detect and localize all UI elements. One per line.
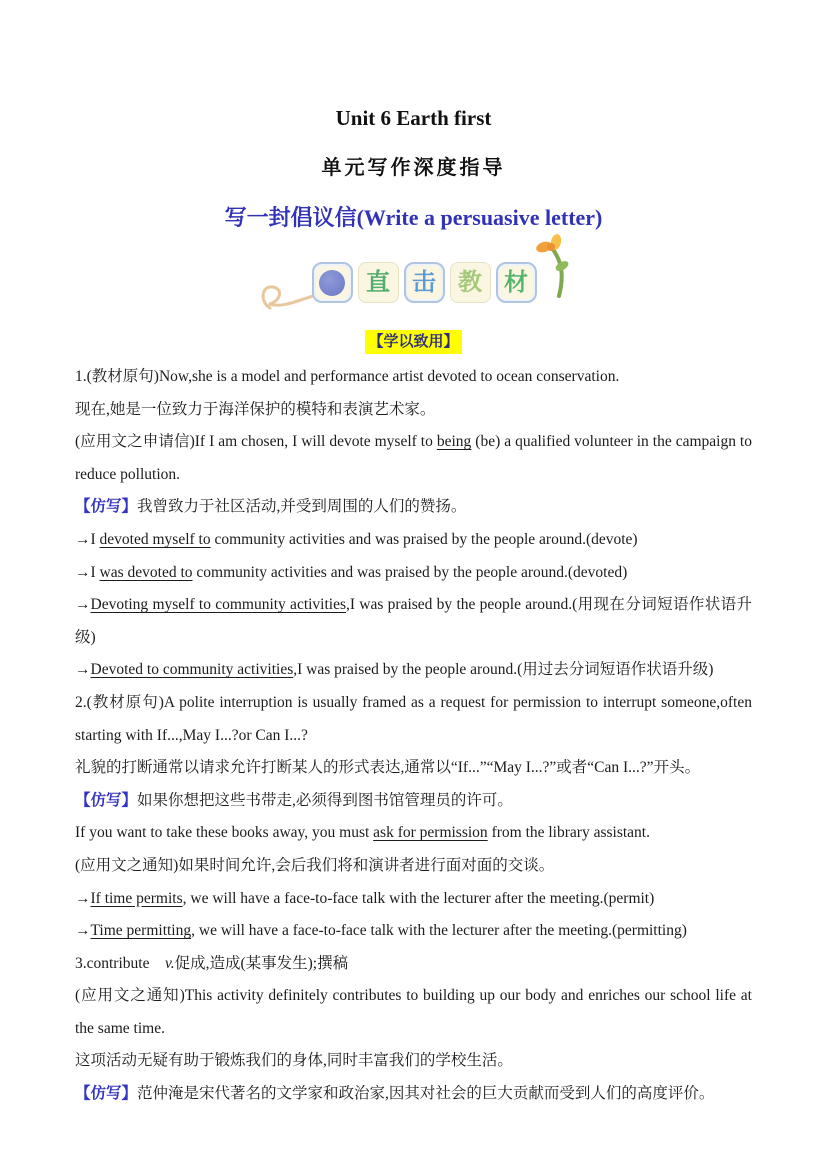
section-title: 单元写作深度指导 xyxy=(321,157,506,179)
text-run: 礼貌的打断通常以请求允许打断某人的形式表达,通常以“If...”“May I...?”或者“Can I...?”开头。 xyxy=(75,759,701,777)
lesson-subtitle: 写一封倡议信(Write a persuasive letter) xyxy=(224,205,603,230)
deco-character: 教 xyxy=(458,269,482,296)
paragraph xyxy=(75,817,752,850)
underlined-text: ask for permission xyxy=(373,824,488,842)
text-run: community activities and was praised by the people around.(devoted) xyxy=(192,563,628,581)
body-text xyxy=(75,361,752,1111)
ball-icon xyxy=(319,270,345,296)
paragraph xyxy=(75,687,752,752)
deco-character: 击 xyxy=(412,269,436,296)
underlined-text: Devoting myself to community activities xyxy=(90,596,347,614)
label-text: 【仿写】 xyxy=(75,498,138,516)
deco-box-击 xyxy=(404,262,445,303)
deco-character: 直 xyxy=(366,269,390,296)
text-run: 3.contribute xyxy=(75,954,165,972)
text-run: ,I was praised by the people around.(用现在分词短语作状语升级) xyxy=(75,596,752,646)
paragraph xyxy=(75,980,752,1045)
label-text: 【仿写】 xyxy=(75,791,138,809)
paragraph xyxy=(75,883,752,916)
underlined-text: If time permits xyxy=(90,889,183,907)
text-run: 这项活动无疑有助于锻炼我们的身体,同时丰富我们的学校生活。 xyxy=(75,1052,513,1070)
text-run: 2.(教材原句)A polite interruption is usually framed as a request for permission to interrupt someone,often starting with If...,May I...?or Can I...? xyxy=(75,693,752,744)
paragraph xyxy=(75,1078,752,1111)
text-run: 我曾致力于社区活动,并受到周围的人们的赞扬。 xyxy=(137,498,467,516)
text-run: → xyxy=(75,889,91,907)
deco-box-教 xyxy=(450,262,491,303)
text-run: 范仲淹是宋代著名的文学家和政治家,因其对社会的巨大贡献而受到人们的高度评价。 xyxy=(137,1085,715,1103)
text-run: , we will have a face-to-face talk with the lecturer after the meeting.(permit) xyxy=(182,889,655,907)
text-run: , we will have a face-to-face talk with the lecturer after the meeting.(permitting) xyxy=(191,922,687,940)
textbook-banner xyxy=(254,248,574,320)
text-run: (be) a qualified volunteer in the campaign to reduce pollution. xyxy=(75,433,752,483)
text-run: (应用文之通知)This activity definitely contributes to building up our body and enriches our school life at the same time. xyxy=(75,987,752,1037)
text-run: v. xyxy=(164,954,175,972)
text-run: (应用文之申请信)If I am chosen, I will devote myself to xyxy=(75,433,437,451)
underlined-text: was devoted to xyxy=(99,563,193,581)
underlined-text: devoted myself to xyxy=(99,530,211,548)
deco-box-ball xyxy=(312,262,353,303)
text-run: 如果你想把这些书带走,必须得到图书馆管理员的许可。 xyxy=(137,791,513,809)
section-badge: 【学以致用】 xyxy=(365,330,461,354)
underlined-text: Time permitting xyxy=(90,922,192,940)
text-run: If you want to take these books away, you must xyxy=(75,824,374,842)
text-run: 促成,造成(某事发生);撰稿 xyxy=(174,954,349,972)
text-run: from the library assistant. xyxy=(487,824,650,842)
text-run: ,I was praised by the people around.(用过去分词短语作状语升级) xyxy=(293,661,714,679)
paragraph xyxy=(75,589,752,654)
paragraph xyxy=(75,524,752,557)
paragraph xyxy=(75,948,752,981)
text-run: →I xyxy=(75,563,100,581)
paragraph xyxy=(75,557,752,590)
paragraph xyxy=(75,1045,752,1078)
badge-row xyxy=(75,330,752,354)
text-run: →I xyxy=(75,530,100,548)
paragraph xyxy=(75,752,752,785)
text-run: community activities and was praised by the people around.(devote) xyxy=(210,530,638,548)
deco-character: 材 xyxy=(504,269,528,296)
paragraph xyxy=(75,394,752,427)
text-run: 现在,她是一位致力于海洋保护的模特和表演艺术家。 xyxy=(75,400,436,418)
text-run: (应用文之通知)如果时间允许,会后我们将和演讲者进行面对面的交谈。 xyxy=(75,856,555,874)
paragraph xyxy=(75,426,752,491)
paragraph xyxy=(75,654,752,687)
text-run: → xyxy=(75,596,91,614)
paragraph xyxy=(75,850,752,883)
label-text: 【仿写】 xyxy=(75,1085,138,1103)
text-run: → xyxy=(75,922,91,940)
underlined-text: Devoted to community activities xyxy=(90,661,294,679)
deco-boxes xyxy=(312,262,537,303)
underlined-text: being xyxy=(436,433,472,451)
paragraph xyxy=(75,785,752,818)
text-run: 1.(教材原句)Now,she is a model and performance artist devoted to ocean conservation. xyxy=(75,368,620,385)
flower-icon xyxy=(528,234,572,300)
text-run: → xyxy=(75,661,91,679)
unit-title: Unit 6 Earth first xyxy=(335,106,492,130)
paragraph xyxy=(75,915,752,948)
paragraph xyxy=(75,361,752,394)
deco-box-直 xyxy=(358,262,399,303)
paragraph xyxy=(75,491,752,524)
